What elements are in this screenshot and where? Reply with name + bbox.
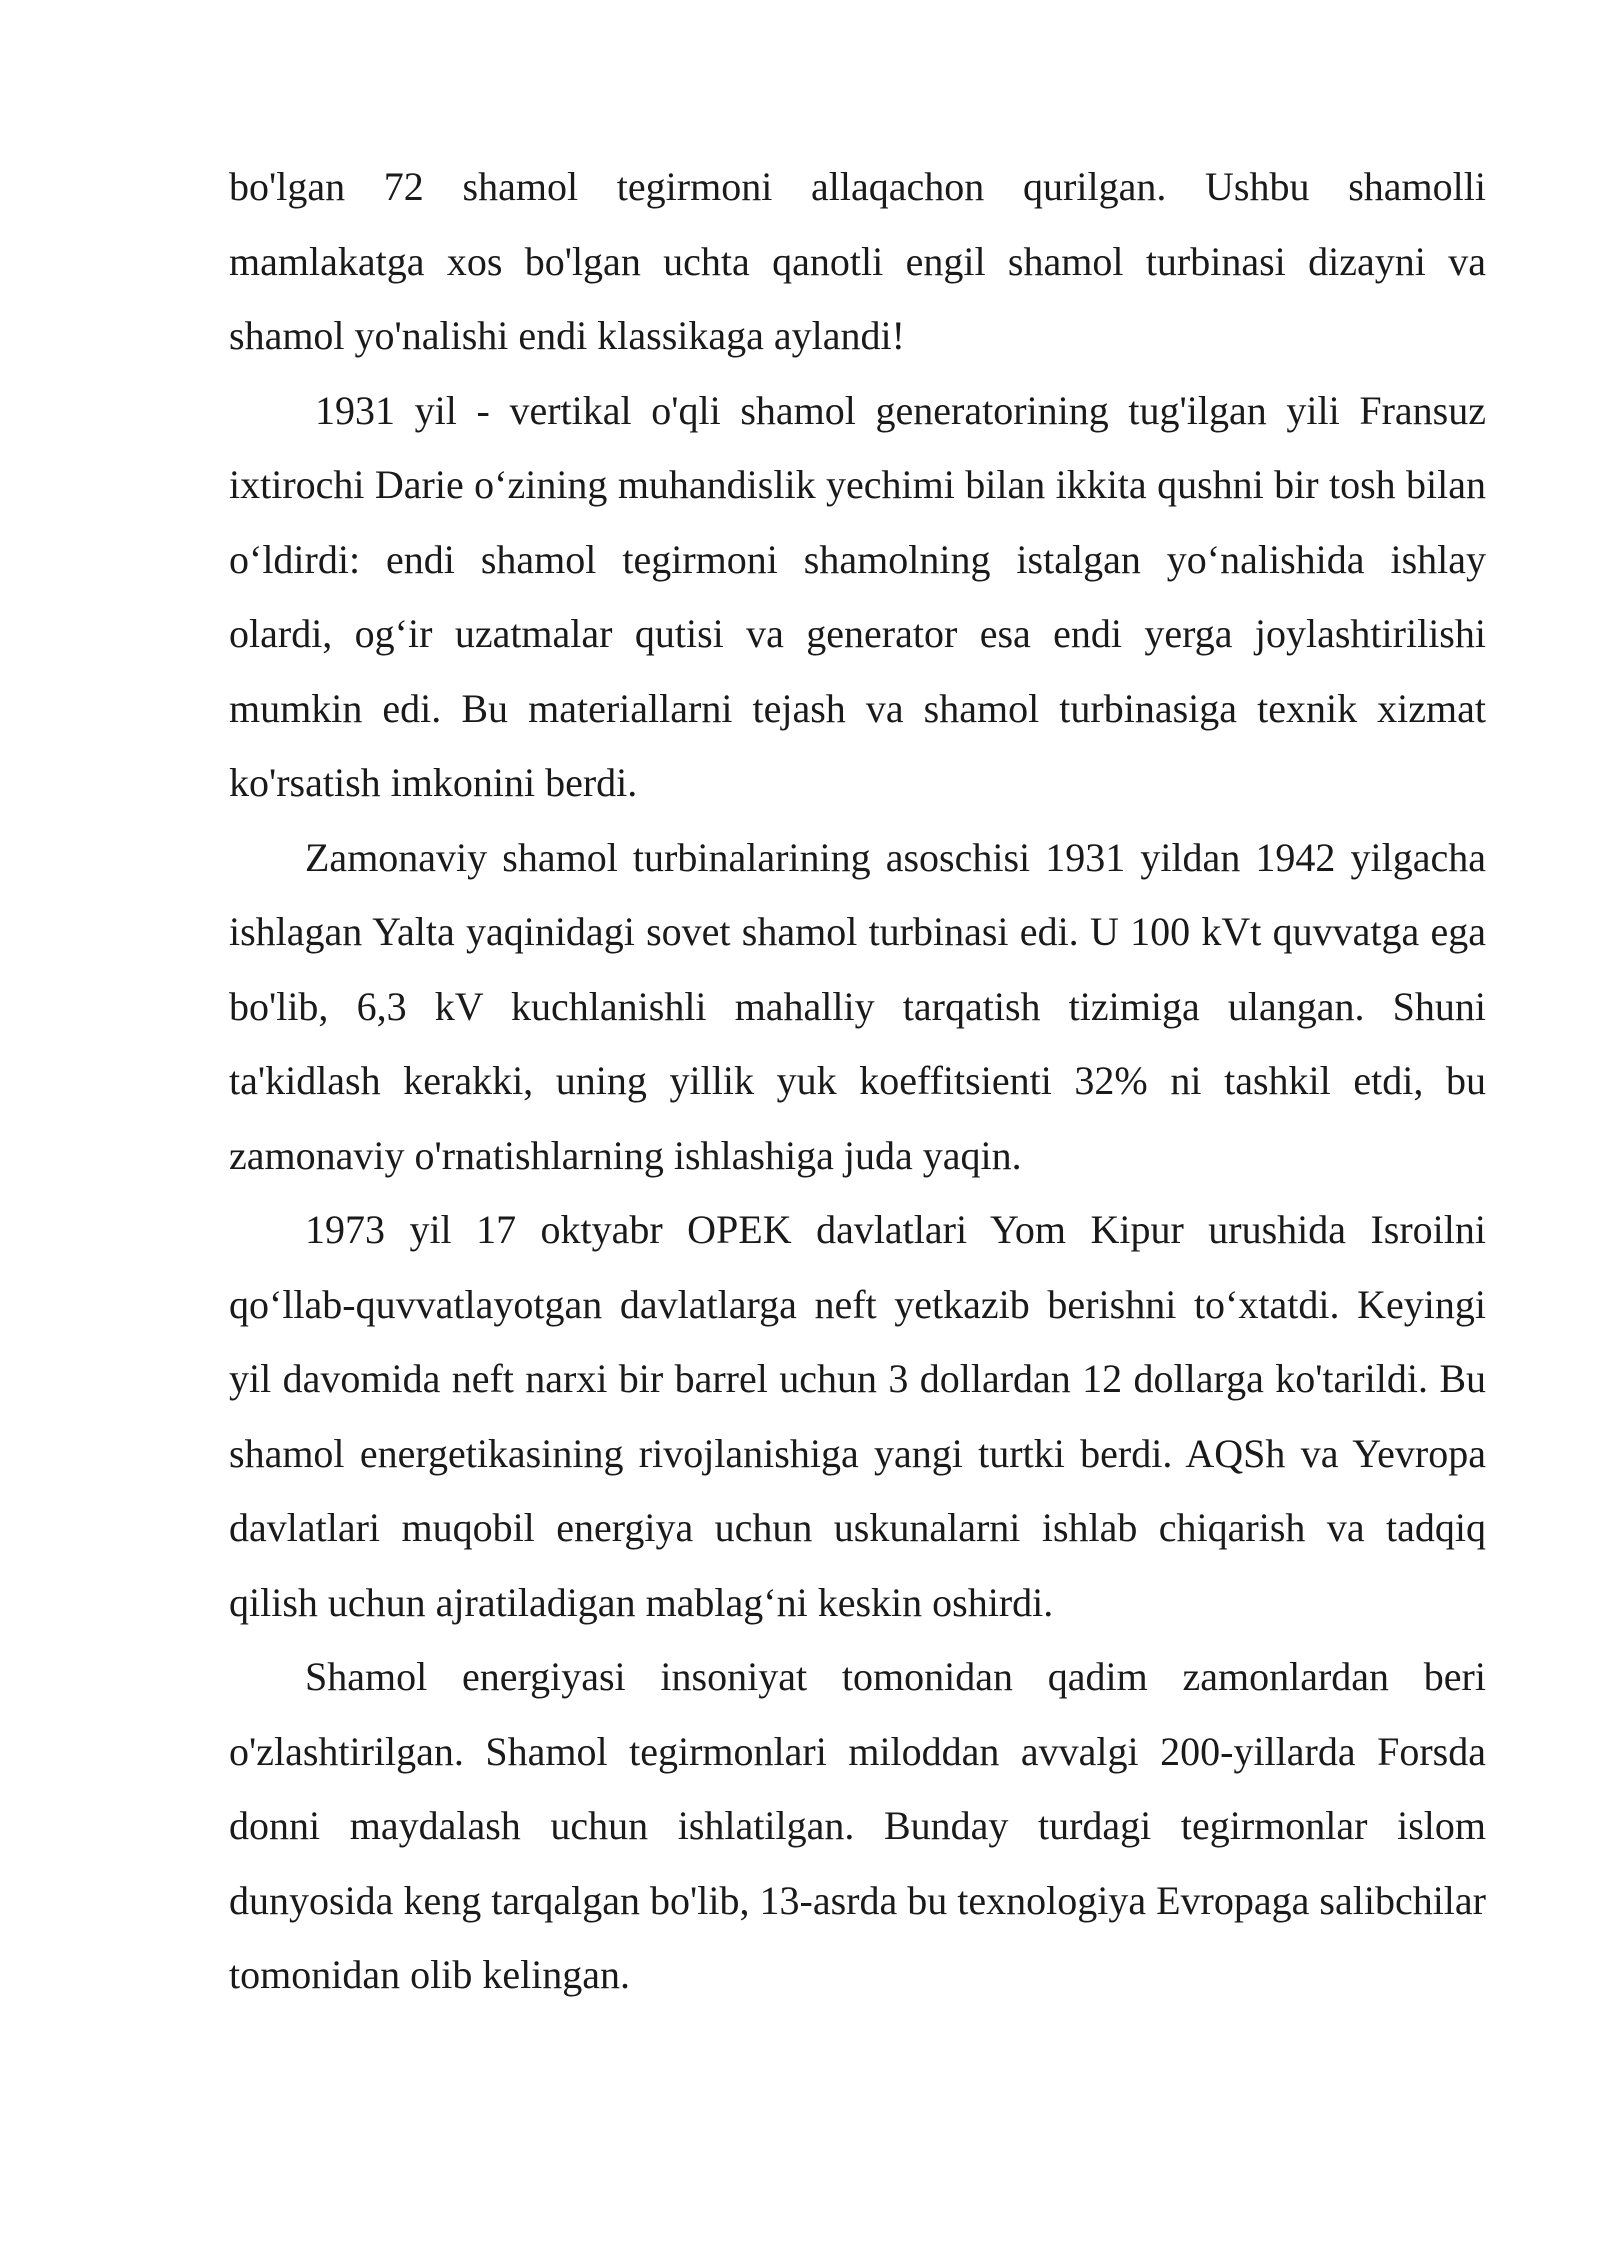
paragraph-4: 1973 yil 17 oktyabr OPEK davlatlari Yom Kipur urushida Isroilni qo‘llab-quvvatlayotgan davlatlarga neft yetkazib berishni to‘xtatdi. Keyingi yil davomida neft narxi bir barrel uchun 3 dollardan 12 dollarga ko'tarildi. Bu shamol energetikasining rivojlanishiga yangi turtki berdi. AQSh va Yevropa davlatlari muqobil energiya uchun uskunalarni ishlab chiqarish va tadqiq qilish uchun ajratiladigan mablag‘ni keskin oshirdi. <box>229 1207 1486 1625</box>
paragraph-2: 1931 yil - vertikal o'qli shamol generatorining tug'ilgan yili Fransuz ixtirochi Darie o‘zining muhandislik yechimi bilan ikkita qushni bir tosh bilan o‘ldirdi: endi shamol tegirmoni shamolning istalgan yo‘nalishida ishlay olardi, og‘ir uzatmalar qutisi va generator esa endi yerga joylashtirilishi mumkin edi. Bu materiallarni tejash va shamol turbinasiga texnik xizmat ko'rsatish imkonini berdi. <box>229 387 1486 805</box>
paragraph-1: bo'lgan 72 shamol tegirmoni allaqachon qurilgan. Ushbu shamolli mamlakatga xos bo'lgan uchta qanotli engil shamol turbinasi dizayni va shamol yo'nalishi endi klassikaga aylandi! <box>229 164 1486 358</box>
paragraph-5: Shamol energiyasi insoniyat tomonidan qadim zamonlardan beri o'zlashtirilgan. Shamol tegirmonlari miloddan avvalgi 200-yillarda Forsda donni maydalash uchun ishlatilgan. Bunday turdagi tegirmonlar islom dunyosida keng tarqalgan bo'lib, 13-asrda bu texnologiya Evropaga salibchilar tomonidan olib kelingan. <box>229 1654 1486 1997</box>
document-page <box>229 150 1486 2013</box>
paragraph-3: Zamonaviy shamol turbinalarining asoschisi 1931 yildan 1942 yilgacha ishlagan Yalta yaqinidagi sovet shamol turbinasi edi. U 100 kVt quvvatga ega bo'lib, 6,3 kV kuchlanishli mahalliy tarqatish tizimiga ulangan. Shuni ta'kidlash kerakki, uning yillik yuk koeffitsienti 32% ni tashkil etdi, bu zamonaviy o'rnatishlarning ishlashiga juda yaqin. <box>229 834 1486 1178</box>
